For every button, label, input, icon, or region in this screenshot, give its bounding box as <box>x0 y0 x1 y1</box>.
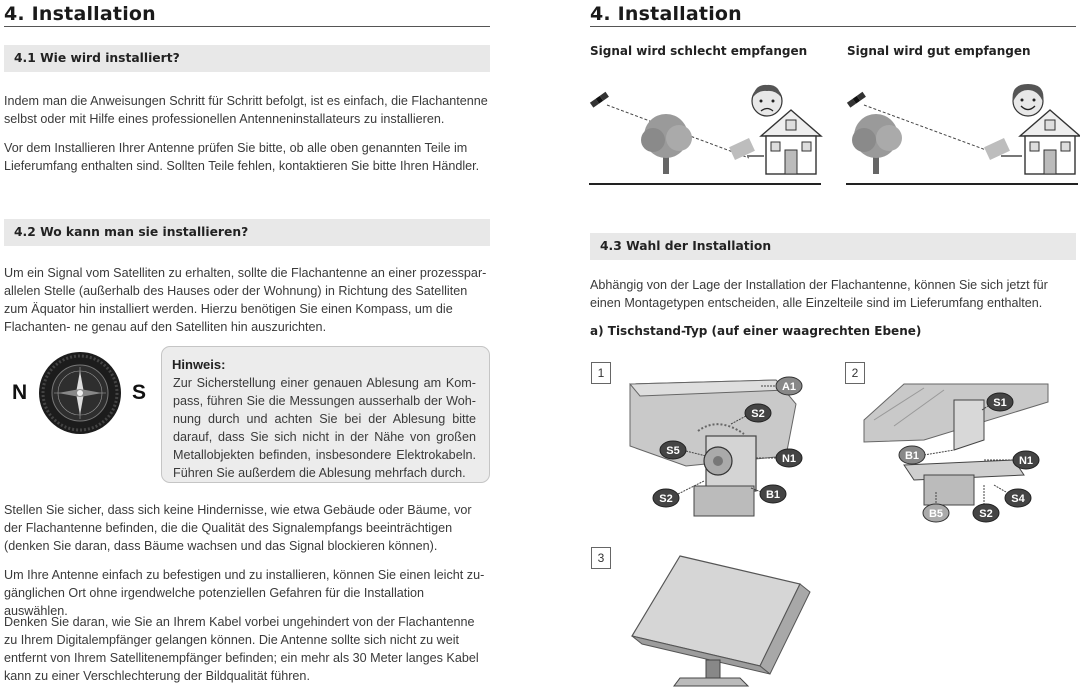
part-tag-N1 <box>984 451 1039 469</box>
compass-north-label: N <box>12 381 28 404</box>
svg-text:S2: S2 <box>979 508 993 520</box>
svg-text:B1: B1 <box>765 489 781 501</box>
svg-text:B5: B5 <box>928 508 944 520</box>
svg-text:S2: S2 <box>659 493 673 505</box>
page-title-right: 4. Installation <box>590 3 742 25</box>
satellite-icon <box>847 92 866 108</box>
signal-bad-label: Signal wird schlecht empfangen <box>590 44 808 58</box>
svg-text:A1: A1 <box>781 381 797 393</box>
step-2-part-labels <box>864 380 1054 530</box>
paragraph-4-2-d: Denken Sie daran, wie Sie an Ihrem Kabel vorbei ungehindert von der Flachantenne zu Ihrem Digitalempfänger gelangen können. Die Antenne sollte sich nicht zu weit entfernt von Ihrem Satellitenempfänger befinden; ein mehr als 30 Meter langes Kabel kann zu einer Verschlechterung der Bildqualität führen. <box>4 615 479 683</box>
svg-text:S1: S1 <box>993 397 1007 409</box>
paragraph-4-1-a: Indem man die Anweisungen Schritt für Schritt befolgt, ist es einfach, die Flachantenne selbst oder mit Hilfe eines professionellen Antenneninstallateurs zu installieren. <box>4 94 488 126</box>
compass-icon <box>37 350 123 436</box>
step-3-antenna-diagram <box>630 554 830 692</box>
good-signal-illustration <box>846 78 1080 188</box>
tree-icon <box>641 114 692 174</box>
house-icon <box>761 110 821 174</box>
svg-text:S4: S4 <box>1011 493 1025 505</box>
part-tag-S4 <box>994 485 1031 507</box>
section-heading-4-1: 4.1 Wie wird installiert? <box>4 45 490 72</box>
signal-good-label: Signal wird gut empfangen <box>847 44 1031 58</box>
house-icon <box>1020 110 1080 174</box>
satellite-icon <box>590 92 609 108</box>
step-number-3: 3 <box>591 547 611 569</box>
title-rule-right <box>590 26 1076 27</box>
part-tag-S2-bottom <box>653 481 704 507</box>
compass-south-label: S <box>132 381 147 404</box>
svg-text:N1: N1 <box>1018 455 1034 467</box>
step-1-part-labels <box>626 376 816 526</box>
paragraph-4-3-a: Abhängig von der Lage der Installation der Flachantenne, können Sie sich jetzt für einen Montagetypen entscheiden, alle Einzelteile sind im Lieferumfang enthalten. <box>590 278 1048 310</box>
notice-title: Hinweis: <box>172 357 226 372</box>
part-tag-S1 <box>982 393 1013 411</box>
part-tag-A1 <box>761 377 802 395</box>
part-tag-B1 <box>899 446 954 464</box>
paragraph-4-1-b: Vor dem Installieren Ihrer Antenne prüfen Sie bitte, ob alle oben genannten Teile im Lieferumfang enthalten sind. Sollten Teile fehlen, kontaktieren Sie bitte Ihren Händler. <box>4 141 480 173</box>
step-number-2: 2 <box>845 362 865 384</box>
part-tag-B1 <box>751 485 786 503</box>
page-title-left: 4. Installation <box>4 3 156 25</box>
tree-icon <box>852 114 902 174</box>
svg-text:S5: S5 <box>666 445 680 457</box>
notice-text: Zur Sicherstellung einer genauen Ablesung am Kom- pass, führen Sie die Messungen ausserhalb der Woh- nung durch und achten Sie bei der Ablesung bitte darauf, dass Sie sich nicht in der Nähe von großen Metallobjekten befinden, insbesondere Elektrokabeln. Führen Sie außerdem die Ablesung mehrfach durch. <box>173 376 476 480</box>
part-tag-S2 <box>973 485 999 522</box>
part-tag-B5 <box>923 492 949 522</box>
satellite-dish-icon <box>729 138 764 160</box>
svg-text:S2: S2 <box>751 408 765 420</box>
title-rule-left <box>4 26 490 27</box>
svg-text:B1: B1 <box>904 450 920 462</box>
svg-text:N1: N1 <box>781 453 797 465</box>
subheading-table-stand: a) Tischstand-Typ (auf einer waagrechten Ebene) <box>590 324 922 338</box>
paragraph-4-2-b: Stellen Sie sicher, dass sich keine Hindernisse, wie etwa Gebäude oder Bäume, vor der Flachantenne befinden, die die Qualität des Signalempfangs beeinträchtigen (denken Sie daran, dass Bäume wachsen und das Signal blockieren können). <box>4 503 472 553</box>
part-tag-N1 <box>756 449 802 467</box>
part-tag-S5 <box>660 441 706 459</box>
sad-face-icon <box>752 85 782 116</box>
satellite-dish-icon <box>984 138 1022 160</box>
paragraph-4-2-a: Um ein Signal vom Satelliten zu erhalten, sollte die Flachantenne an einer prozesspar- allelen Stelle (außerhalb des Hauses oder der Wohnung) in Richtung des Satelliten zum Äquator hin installiert werden. Hierzu benötigen Sie einen Kompass, um die Flachanten- ne genau auf den Satelliten hin auszurichten. <box>4 266 487 334</box>
step-number-1: 1 <box>591 362 611 384</box>
section-heading-4-3: 4.3 Wahl der Installation <box>590 233 1076 260</box>
section-heading-4-2: 4.2 Wo kann man sie installieren? <box>4 219 490 246</box>
bad-signal-illustration <box>589 78 829 188</box>
paragraph-4-2-c: Um Ihre Antenne einfach zu befestigen und zu installieren, können Sie einen leicht zu- gänglichen Ort ohne irgendwelche potenziellen Gefahren für die Installation auswählen. <box>4 568 485 618</box>
happy-face-icon <box>1013 84 1044 116</box>
part-tag-S2-top <box>731 404 771 424</box>
